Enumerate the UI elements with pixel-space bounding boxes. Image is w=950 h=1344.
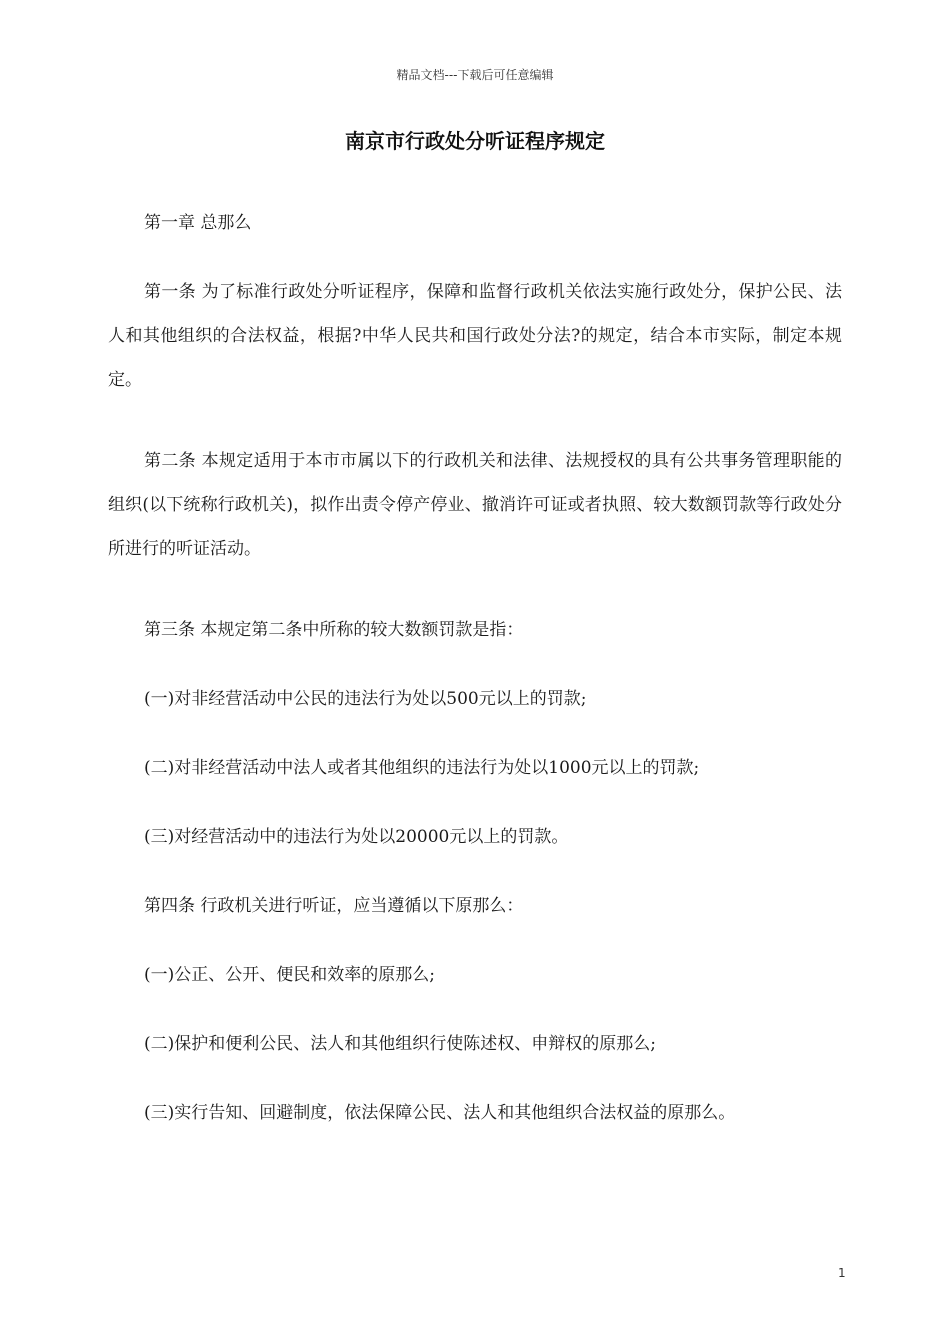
article-1: 第一条 为了标准行政处分听证程序，保障和监督行政机关依法实施行政处分，保护公民、法人和其他组织的合法权益，根据?中华人民共和国行政处分法?的规定，结合本市实际，制定本规定。: [108, 282, 842, 390]
article-4-item-3: (三)实行告知、回避制度，依法保障公民、法人和其他组织合法权益的原那么。: [144, 1103, 736, 1123]
article-4: 第四条 行政机关进行听证，应当遵循以下原那么：: [144, 896, 524, 916]
article-3-item-2: (二)对非经营活动中法人或者其他组织的违法行为处以1000元以上的罚款;: [144, 758, 700, 778]
article-3: 第三条 本规定第二条中所称的较大数额罚款是指：: [144, 620, 524, 640]
article-3-item-3: (三)对经营活动中的违法行为处以20000元以上的罚款。: [144, 827, 569, 847]
article-3-item-1: (一)对非经营活动中公民的违法行为处以500元以上的罚款;: [144, 689, 587, 709]
document-header: 精品文档---下载后可任意编辑: [396, 68, 554, 82]
article-4-item-2: (二)保护和便利公民、法人和其他组织行使陈述权、申辩权的原那么;: [144, 1034, 656, 1054]
document-title: 南京市行政处分听证程序规定: [345, 129, 605, 153]
article-4-item-1: (一)公正、公开、便民和效率的原那么;: [144, 965, 435, 985]
chapter-heading: 第一章 总那么: [144, 213, 252, 233]
article-2: 第二条 本规定适用于本市市属以下的行政机关和法律、法规授权的具有公共事务管理职能的组织(以下统称行政机关)，拟作出责令停产停业、撤消许可证或者执照、较大数额罚款等行政处分所进行的听证活动。: [108, 451, 842, 559]
page-number: 1: [838, 1266, 846, 1280]
